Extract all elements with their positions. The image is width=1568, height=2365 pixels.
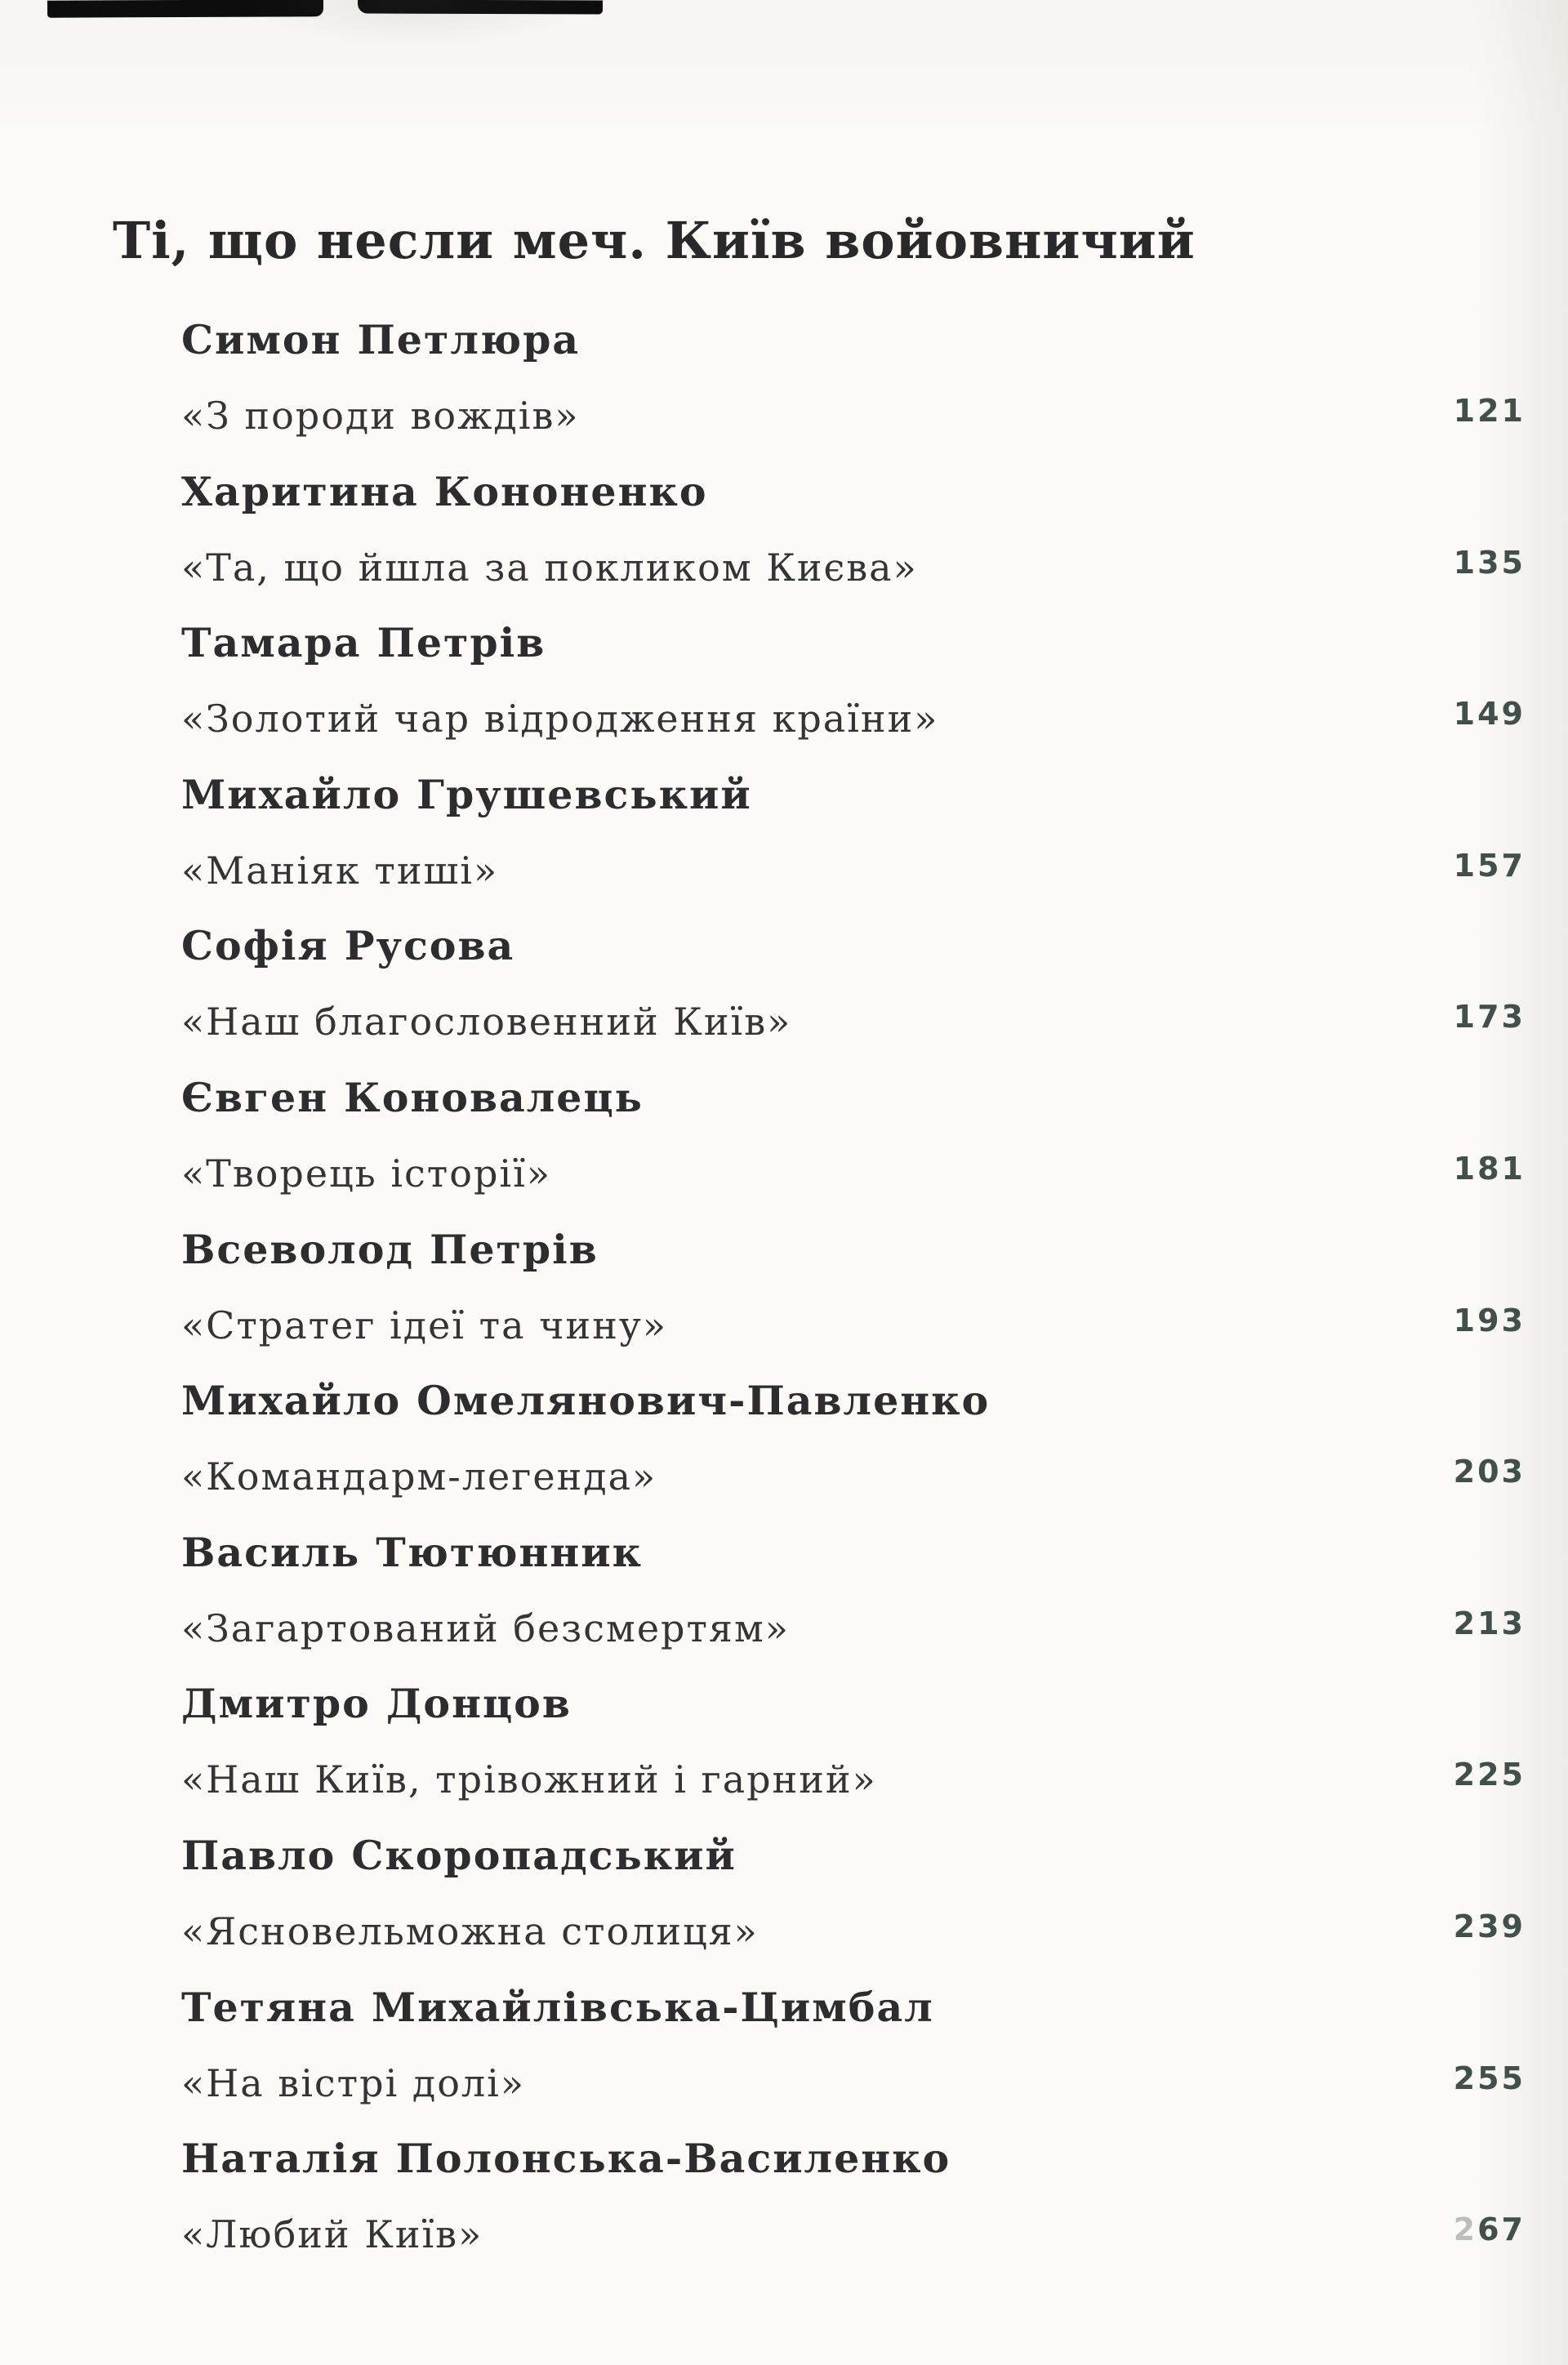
- entry-subtitle: «На вістрі долі»: [181, 2061, 526, 2105]
- entry-subtitle: «Любий Київ»: [181, 2212, 483, 2256]
- entry-name: Тамара Петрів: [181, 619, 546, 666]
- toc-entry: [181, 466, 1535, 592]
- toc-entry: [181, 1830, 1535, 1956]
- entry-page-number: 255: [1453, 2060, 1526, 2096]
- entry-page-number: 225: [1453, 1757, 1526, 1793]
- toc-list: [181, 0, 1535, 2365]
- entry-page-number: 173: [1453, 999, 1526, 1035]
- entry-name: Симон Петлюра: [181, 316, 581, 363]
- entry-page-number: 181: [1453, 1151, 1526, 1187]
- entry-page-number: 157: [1453, 848, 1526, 884]
- entry-subtitle: «Золотий чар відродження країни»: [181, 697, 939, 741]
- toc-entry: [181, 1224, 1535, 1350]
- entry-subtitle: «Наш благословенний Київ»: [181, 1000, 792, 1044]
- entry-name: Харитина Кононенко: [181, 468, 708, 515]
- toc-entry: [181, 1072, 1535, 1198]
- toc-entry: [181, 314, 1535, 440]
- entry-page-number: 135: [1453, 545, 1526, 581]
- entry-subtitle: «Наш Київ, трівожний і гарний»: [181, 1757, 877, 1802]
- entry-subtitle: «З породи вождів»: [181, 394, 580, 438]
- section-title: Ті, що несли меч. Київ войовничий: [113, 211, 1196, 270]
- entry-name: Наталія Полонська-Василенко: [181, 2135, 951, 2182]
- entry-name: Михайло Грушевський: [181, 771, 752, 818]
- entry-name: Євген Коновалець: [181, 1074, 644, 1121]
- toc-entry: [181, 2133, 1535, 2259]
- entry-page-number: 203: [1453, 1454, 1526, 1490]
- entry-subtitle: «Командарм-легенда»: [181, 1454, 657, 1499]
- entry-page-number: 213: [1453, 1606, 1526, 1641]
- entry-subtitle: «Загартований безсмертям»: [181, 1606, 790, 1650]
- entry-page-number: 239: [1453, 1908, 1526, 1944]
- toc-entry: [181, 1982, 1535, 2108]
- entry-subtitle: «Творець історії»: [181, 1151, 551, 1196]
- entry-name: Всеволод Петрів: [181, 1226, 599, 1273]
- toc-entry: [181, 617, 1535, 743]
- entry-name: Тетяна Михайлівська-Цимбал: [181, 1984, 934, 2031]
- toc-entry: [181, 920, 1535, 1046]
- entry-name: Дмитро Донцов: [181, 1680, 572, 1727]
- entry-name: Софія Русова: [181, 922, 515, 969]
- toc-entry: [181, 1678, 1535, 1804]
- toc-entry: [181, 1375, 1535, 1501]
- entry-page-number: 267: [1453, 2211, 1526, 2247]
- entry-subtitle: «Стратег ідеї та чину»: [181, 1303, 668, 1347]
- entry-name: Василь Тютюнник: [181, 1529, 643, 1576]
- toc-entry: [181, 1527, 1535, 1653]
- entry-name: Павло Скоропадський: [181, 1832, 737, 1879]
- entry-subtitle: «Маніяк тиші»: [181, 848, 499, 893]
- entry-subtitle: «Ясновельможна столиця»: [181, 1909, 759, 1953]
- entry-subtitle: «Та, що йшла за покликом Києва»: [181, 546, 918, 590]
- toc-entry: [181, 769, 1535, 895]
- entry-page-number: 149: [1453, 696, 1526, 732]
- entry-page-number: 121: [1453, 393, 1526, 429]
- entry-page-number: 193: [1453, 1303, 1526, 1338]
- entry-name: Михайло Омелянович-Павленко: [181, 1377, 991, 1424]
